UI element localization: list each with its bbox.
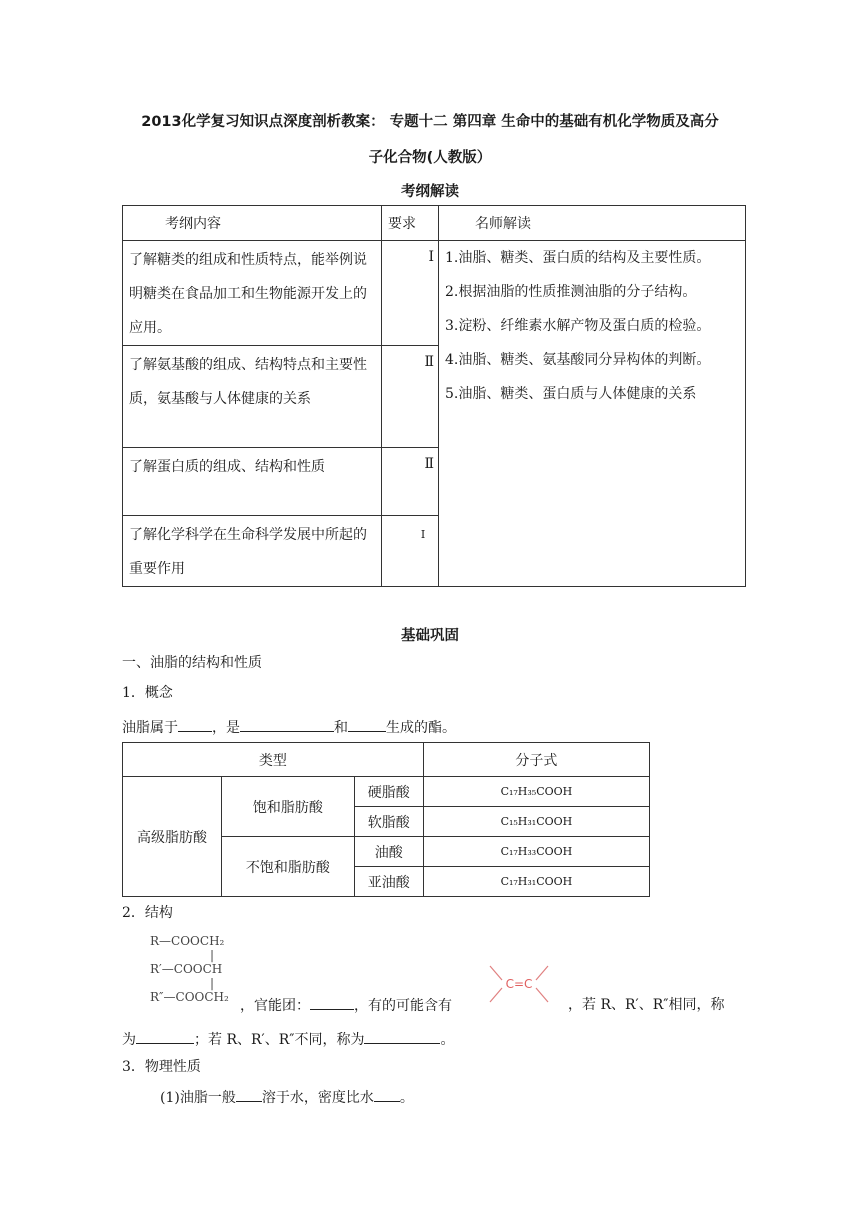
acid-formula: C₁₇H₃₁COOH (423, 867, 649, 897)
acid-saturated: 饱和脂肪酸 (222, 777, 355, 837)
subheading-physical: 3．物理性质 (122, 1059, 201, 1075)
document-title-line2: 子化合物(人教版） (368, 150, 492, 166)
structure-sentence-2: 为 ；若 R、R′、R″不同，称为 。 (122, 1028, 454, 1049)
fill-blank (178, 716, 212, 732)
structure-sentence-end: ，若 R、R′、R″相同，称 (568, 997, 725, 1013)
syllabus-heading: 考纲解读 (401, 184, 459, 200)
cc-label: C=C (505, 977, 533, 991)
subheading-concept: 1．概念 (122, 685, 173, 701)
header-formula: 分子式 (423, 743, 649, 777)
document-title-line1: 2013化学复习知识点深度剖析教案： 专题十二 第四章 生命中的基础有机化学物质及高分 (141, 114, 719, 130)
header-level: 要求 (382, 206, 439, 241)
syllabus-row-content: 了解糖类的组成和性质特点，能举例说明糖类在食品加工和生物能源开发上的应用。 (123, 241, 382, 346)
section-title: 基础巩固 (401, 628, 459, 644)
fill-blank (348, 716, 386, 732)
syllabus-row-content: 了解蛋白质的组成、结构和性质 (123, 448, 382, 516)
header-content: 考纲内容 (123, 206, 382, 241)
fill-blank (236, 1086, 262, 1102)
explanation-item: 5.油脂、糖类、蛋白质与人体健康的关系 (445, 386, 697, 402)
acid-name: 软脂酸 (354, 807, 423, 837)
acid-formula: C₁₇H₃₃COOH (423, 837, 649, 867)
header-type: 类型 (123, 743, 424, 777)
acid-formula: C₁₅H₃₁COOH (423, 807, 649, 837)
explanation-item: 1.油脂、糖类、蛋白质的结构及主要性质。 (445, 250, 711, 266)
acid-name: 硬脂酸 (354, 777, 423, 807)
acid-formula: C₁₇H₃₅COOH (423, 777, 649, 807)
fill-blank (310, 994, 354, 1010)
syllabus-row-content: 了解氨基酸的组成、结构特点和主要性质，氨基酸与人体健康的关系 (123, 346, 382, 448)
syllabus-row-level: Ⅱ (382, 448, 439, 516)
structure-sentence: ，官能团： ，有的可能含有 (240, 994, 452, 1015)
syllabus-row-level: Ⅰ (382, 241, 439, 346)
triglyceride-formula: R—COOCH₂ | R′—COOCH | R″—COOCH₂ (150, 934, 229, 1004)
syllabus-row-content: 了解化学科学在生命科学发展中所起的重要作用 (123, 516, 382, 587)
section-heading: 一、油脂的结构和性质 (122, 655, 262, 671)
explanation-item: 3.淀粉、纤维素水解产物及蛋白质的检验。 (445, 318, 711, 334)
explanation-item: 2.根据油脂的性质推测油脂的分子结构。 (445, 284, 697, 300)
explanation-item: 4.油脂、糖类、氨基酸同分异构体的判断。 (445, 352, 711, 368)
fill-blank (364, 1028, 440, 1044)
fill-blank (136, 1028, 194, 1044)
physical-sentence: (1)油脂一般 溶于水，密度比水 。 (160, 1086, 414, 1107)
header-explanation: 名师解读 (439, 206, 746, 241)
fill-blank (240, 716, 334, 732)
fill-blank (374, 1086, 400, 1102)
syllabus-row-level: Ⅰ (382, 516, 439, 587)
teacher-explanation (439, 241, 746, 587)
acid-group: 高级脂肪酸 (123, 777, 222, 897)
carbon-double-bond-diagram (488, 962, 550, 1006)
acid-name: 亚油酸 (354, 867, 423, 897)
syllabus-row-level: Ⅱ (382, 346, 439, 448)
concept-sentence: 油脂属于 ，是 和 生成的酯。 (122, 716, 456, 737)
acid-name: 油酸 (354, 837, 423, 867)
syllabus-table (122, 205, 746, 587)
fatty-acid-table (122, 742, 650, 897)
subheading-structure: 2．结构 (122, 905, 173, 921)
acid-unsaturated: 不饱和脂肪酸 (222, 837, 355, 897)
